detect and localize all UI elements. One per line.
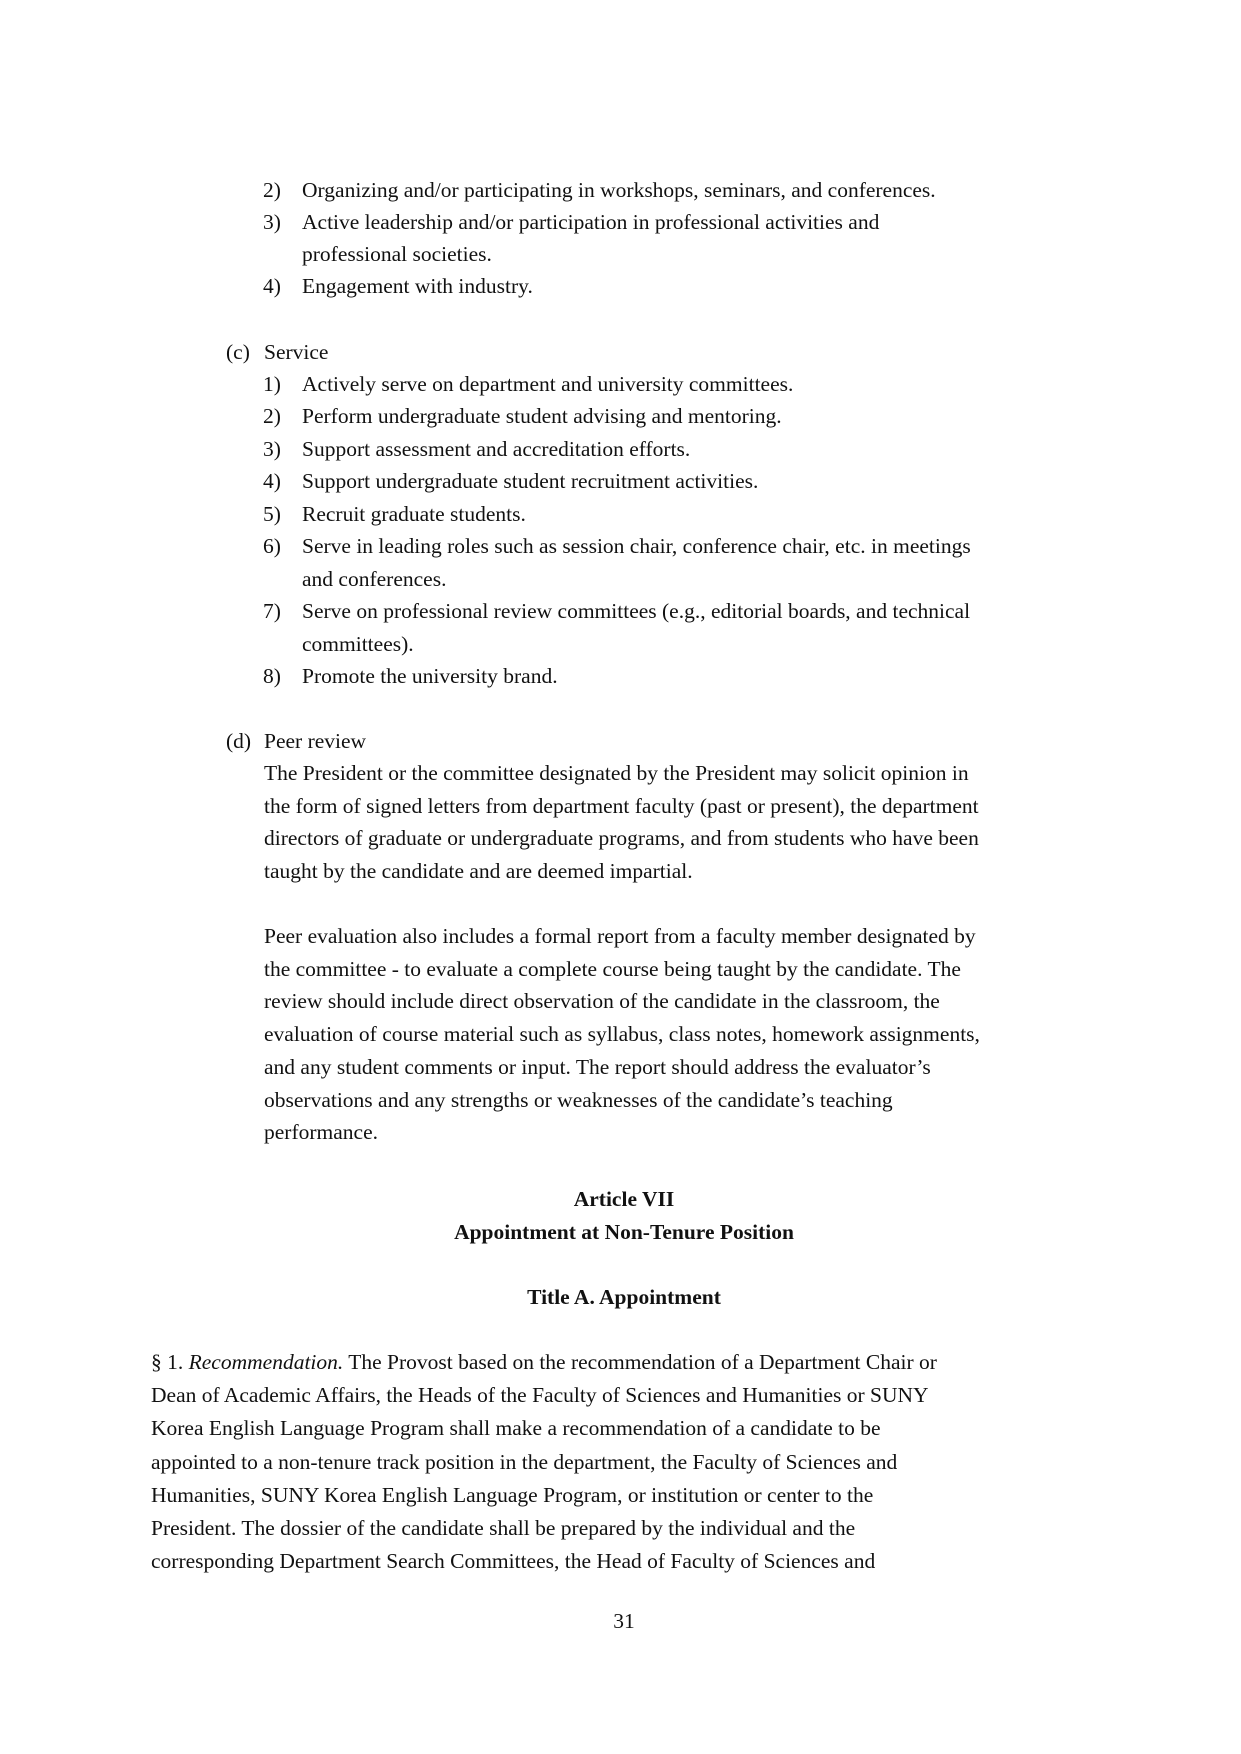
list-item-continuation: committees). — [302, 632, 414, 656]
list-number: 1) — [263, 372, 281, 396]
paragraph-line: observations and any strengths or weaknesses of the candidate’s teaching — [264, 1087, 893, 1112]
paragraph-line: corresponding Department Search Committees, the Head of Faculty of Sciences and — [151, 1549, 876, 1574]
paragraph-line: the committee - to evaluate a complete course being taught by the candidate. The — [264, 956, 961, 981]
paragraph-line: appointed to a non-tenure track position in the department, the Faculty of Sciences and — [151, 1449, 898, 1474]
list-item-continuation: professional societies. — [302, 242, 492, 266]
list-number: 4) — [263, 469, 281, 493]
section-1-paragraph — [151, 1346, 1111, 1578]
paragraph-line: review should include direct observation of the candidate in the classroom, the — [264, 989, 940, 1014]
list-item: Serve in leading roles such as session chair, conference chair, etc. in meetings — [302, 534, 971, 558]
paragraph-line: Humanities, SUNY Korea English Language Program, or institution or center to the — [151, 1482, 874, 1507]
list-item: Support assessment and accreditation efforts. — [302, 437, 691, 461]
list-item: Engagement with industry. — [302, 274, 533, 298]
list-number: 2) — [263, 404, 281, 428]
list-number: 3) — [263, 210, 281, 234]
list-item: Actively serve on department and university committees. — [302, 372, 794, 396]
paragraph-line: President. The dossier of the candidate shall be prepared by the individual and the — [151, 1516, 856, 1541]
paragraph-line: performance. — [264, 1120, 378, 1145]
list-number: 7) — [263, 599, 281, 623]
list-item: Organizing and/or participating in workshops, seminars, and conferences. — [302, 178, 936, 202]
list-number: 2) — [263, 178, 281, 202]
title-a-heading: Title A. Appointment — [527, 1285, 721, 1309]
list-number: 4) — [263, 274, 281, 298]
list-item: Perform undergraduate student advising and mentoring. — [302, 404, 782, 428]
section-symbol: § 1. — [151, 1350, 184, 1374]
paragraph-line: Peer evaluation also includes a formal report from a faculty member designated by — [264, 924, 976, 948]
paragraph-line: and any student comments or input. The report should address the evaluator’s — [264, 1054, 931, 1079]
peer-review-paragraph-2 — [264, 920, 1094, 1149]
list-item: Serve on professional review committees (e.g., editorial boards, and technical — [302, 599, 971, 623]
section-title: Service — [264, 340, 329, 364]
paragraph-line: taught by the candidate and are deemed impartial. — [264, 859, 693, 884]
list-item-continuation: and conferences. — [302, 567, 447, 591]
list-item: Active leadership and/or participation in professional activities and — [302, 210, 880, 234]
section-heading-italic: Recommendation. — [188, 1350, 344, 1374]
list-item: Recruit graduate students. — [302, 502, 526, 526]
list-number: 6) — [263, 534, 281, 558]
page-number: 31 — [613, 1609, 635, 1633]
list-number: 8) — [263, 664, 281, 688]
paragraph-line: Dean of Academic Affairs, the Heads of the Faculty of Sciences and Humanities or SUNY — [151, 1383, 929, 1408]
paragraph-line: Korea English Language Program shall make a recommendation of a candidate to be — [151, 1416, 881, 1441]
paragraph-line: the form of signed letters from department faculty (past or present), the department — [264, 793, 979, 818]
paragraph-text: The Provost based on the recommendation of a Department Chair or — [343, 1350, 937, 1374]
peer-review-paragraph-1 — [264, 757, 1094, 888]
article-number-heading: Article VII — [573, 1187, 675, 1211]
list-number: 5) — [263, 502, 281, 526]
paragraph-line: directors of graduate or undergraduate programs, and from students who have been — [264, 826, 979, 851]
paragraph-line: The President or the committee designated by the President may solicit opinion in — [264, 761, 969, 785]
list-item: Promote the university brand. — [302, 664, 558, 688]
list-number: 3) — [263, 437, 281, 461]
paragraph-line: evaluation of course material such as syllabus, class notes, homework assignments, — [264, 1022, 980, 1047]
section-title: Peer review — [264, 729, 367, 753]
paragraph-line — [151, 1346, 1111, 1379]
list-item: Support undergraduate student recruitment activities. — [302, 469, 759, 493]
article-title-heading: Appointment at Non-Tenure Position — [454, 1220, 794, 1244]
section-label: (c) — [226, 340, 250, 364]
section-label: (d) — [226, 729, 252, 753]
